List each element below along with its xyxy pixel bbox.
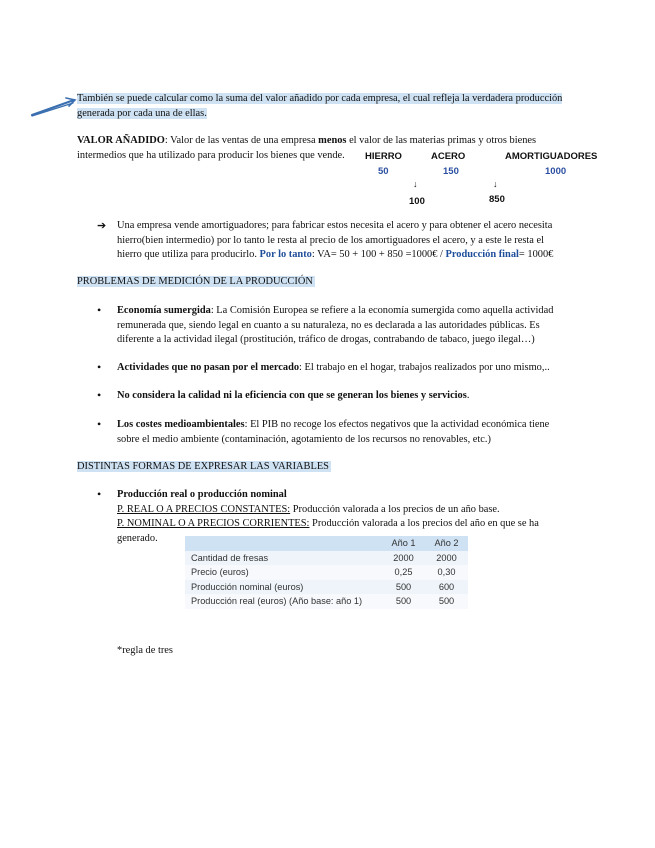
table-header-cell: Año 1 xyxy=(382,536,425,551)
valor-anadido-definition: VALOR AÑADIDO: Valor de las ventas de una empresa menos el valor de las materias primas y otros bienes intermedios que ha utilizado para producir los bienes que vende. xyxy=(77,135,537,161)
diagram-label-amortiguadores: AMORTIGUADORES xyxy=(505,151,598,162)
example-paragraph: Una empresa vende amortiguadores; para fabricar estos necesita el acero y para obtener el acero necesita hierro(bien intermedio) por lo tanto le resta al precio de los amortiguadores el acero, y a este le resta el hierro que utiliza para producirlo. Por lo tanto: VA= 50 + 100 + 850 =1000€ / Producción final= 1000€ xyxy=(117,220,554,261)
intro-line-1: También se puede calcular como la suma del valor añadido por cada empresa, el cual refleja la verdadera producción xyxy=(77,93,563,104)
bullet-icon: • xyxy=(97,487,102,501)
arrow-bullet-icon: ➔ xyxy=(97,220,107,232)
diagram-value-acero: 150 xyxy=(443,166,459,177)
down-arrow-icon: ↓ xyxy=(493,179,498,189)
production-chain-diagram xyxy=(360,150,620,210)
diagram-value-below-amortiguadores: 850 xyxy=(489,194,505,205)
footnote: *regla de tres xyxy=(117,645,173,656)
down-arrow-icon: ↓ xyxy=(413,179,418,189)
bullet-icon: • xyxy=(97,417,102,431)
diagram-label-acero: ACERO xyxy=(431,151,466,162)
table-cell: 0,30 xyxy=(425,565,468,580)
table-header-row xyxy=(185,536,468,551)
intro-line-2: generada por cada una de ellas. xyxy=(77,107,207,119)
table-cell: 500 xyxy=(382,580,425,595)
bullet-icon: • xyxy=(97,388,102,402)
table-row xyxy=(185,594,468,609)
list-item: Actividades que no pasan por el mercado: El trabajo en el hogar, trabajos realizados por uno mismo,.. xyxy=(117,362,550,373)
production-table xyxy=(185,536,468,609)
pen-arrow-icon xyxy=(30,96,78,118)
produccion-real-nominal-item: Producción real o producción nominal P. REAL O A PRECIOS CONSTANTES: Producción valorada a los precios de un año base. P. NOMINAL O A PRECIOS CORRIENTES: Producción valorada a los precios del año en que se ha generado. xyxy=(117,489,539,544)
list-item: No considera la calidad ni la eficiencia con que se generan los bienes y servicios. xyxy=(117,390,470,401)
list-item: Economía sumergida: La Comisión Europea se refiere a la economía sumergida como aquella actividad remunerada que, siendo legal en cuanto a su naturaleza, no es declarada a las autoridades públicas. Es diferente a la actividad ilegal (prostitución, tráfico de drogas, contrabando de tabaco, juego ilegal…) xyxy=(117,305,554,346)
diagram-value-below-acero: 100 xyxy=(409,196,425,207)
p-nominal-label: P. NOMINAL O A PRECIOS CORRIENTES: xyxy=(117,518,310,530)
table-cell: Cantidad de fresas xyxy=(185,551,382,566)
diagram-label-hierro: HIERRO xyxy=(365,151,402,162)
table-cell: 2000 xyxy=(425,551,468,566)
table-row xyxy=(185,580,468,595)
table-header-cell xyxy=(185,536,382,551)
table-cell: 600 xyxy=(425,580,468,595)
table-header-cell: Año 2 xyxy=(425,536,468,551)
list-item: Los costes medioambientales: El PIB no recoge los efectos negativos que la actividad económica tiene sobre el medio ambiente (contaminación, agotamiento de los recursos no renovables, etc.) xyxy=(117,419,550,445)
valor-anadido-term: VALOR AÑADIDO xyxy=(77,135,165,146)
bullet-icon: • xyxy=(97,360,102,374)
table-cell: Producción real (euros) (Año base: año 1) xyxy=(185,594,382,609)
table-row xyxy=(185,565,468,580)
table-cell: 2000 xyxy=(382,551,425,566)
intro-paragraph xyxy=(77,92,597,121)
bullet-icon: • xyxy=(97,303,102,317)
table-cell: 0,25 xyxy=(382,565,425,580)
problemas-heading: PROBLEMAS DE MEDICIÓN DE LA PRODUCCIÓN xyxy=(77,276,313,287)
table-cell: Precio (euros) xyxy=(185,565,382,580)
diagram-value-amortiguadores: 1000 xyxy=(545,166,567,177)
table-row xyxy=(185,551,468,566)
distintas-heading: DISTINTAS FORMAS DE EXPRESAR LAS VARIABLES xyxy=(77,461,329,472)
table-cell: 500 xyxy=(425,594,468,609)
p-real-label: P. REAL O A PRECIOS CONSTANTES: xyxy=(117,503,291,515)
diagram-value-hierro: 50 xyxy=(378,166,389,177)
produccion-final-label: Producción final xyxy=(445,249,519,261)
table-cell: 500 xyxy=(382,594,425,609)
por-lo-tanto-label: Por lo tanto xyxy=(259,249,312,261)
table-cell: Producción nominal (euros) xyxy=(185,580,382,595)
